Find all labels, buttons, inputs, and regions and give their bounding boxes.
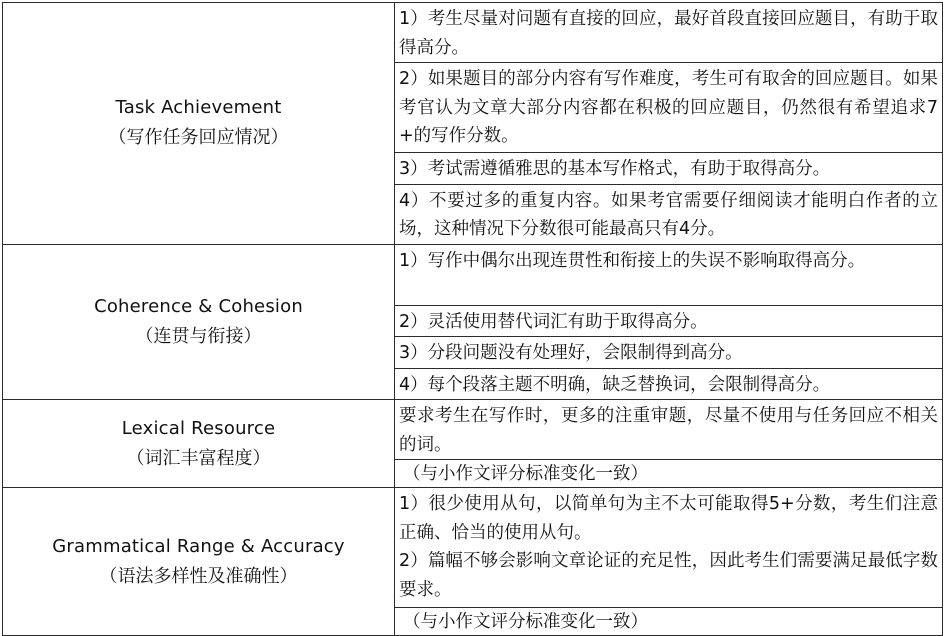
criterion-name-zh: （写作任务回应情况） — [108, 127, 289, 149]
detail-cell: 4）不要过多的重复内容。如果考官需要仔细阅读才能明白作者的立场，这种情况下分数很可能最高只有4分。 — [395, 184, 943, 244]
table-row — [3, 3, 943, 63]
table-row — [3, 488, 943, 608]
criterion-name-en: Coherence & Cohesion — [94, 295, 303, 317]
detail-cell: 2）如果题目的部分内容有写作难度，考生可有取舍的回应题目。如果考官认为文章大部分内容都在积极的回应题目，仍然很有希望追求7+的写作分数。 — [395, 63, 943, 153]
detail-cell: 1）考生尽量对问题有直接的回应，最好首段直接回应题目，有助于取得高分。 — [395, 3, 943, 63]
criterion-cell-coherence-cohesion — [3, 244, 395, 400]
detail-cell: 3）考试需遵循雅思的基本写作格式，有助于取得高分。 — [395, 153, 943, 185]
detail-cell: 1）写作中偶尔出现连贯性和衔接上的失误不影响取得高分。 — [395, 244, 943, 305]
note-cell: （与小作文评分标准变化一致） — [395, 460, 943, 488]
criterion-cell-grammatical-range — [3, 488, 395, 636]
detail-cell — [395, 488, 943, 608]
criterion-name-en: Task Achievement — [115, 97, 282, 119]
detail-cell: 3）分段问题没有处理好，会限制得到高分。 — [395, 337, 943, 369]
criterion-name-zh: （词汇丰富程度） — [126, 447, 271, 469]
table-row — [3, 400, 943, 460]
criteria-table — [2, 2, 943, 636]
criterion-name-zh: （语法多样性及准确性） — [99, 565, 298, 587]
detail-cell: 要求考生在写作时，更多的注重审题，尽量不使用与任务回应不相关的词。 — [395, 400, 943, 460]
detail-cell: 2）灵活使用替代词汇有助于取得高分。 — [395, 305, 943, 337]
criterion-cell-task-achievement — [3, 3, 395, 245]
table-row — [3, 244, 943, 305]
criterion-name-en: Lexical Resource — [121, 417, 276, 439]
note-cell: （与小作文评分标准变化一致） — [395, 608, 943, 636]
criterion-name-zh: （连贯与衔接） — [135, 325, 262, 347]
criterion-name-en: Grammatical Range & Accuracy — [52, 535, 345, 557]
detail-paragraph: 1）很少使用从句，以简单句为主不太可能取得5+分数，考生们注意正确、恰当的使用从句。 — [399, 494, 938, 543]
detail-paragraph: 2）篇幅不够会影响文章论证的充足性，因此考生们需要满足最低字数要求。 — [399, 551, 938, 600]
detail-cell: 4）每个段落主题不明确，缺乏替换词，会限制得高分。 — [395, 368, 943, 400]
criterion-cell-lexical-resource — [3, 400, 395, 488]
